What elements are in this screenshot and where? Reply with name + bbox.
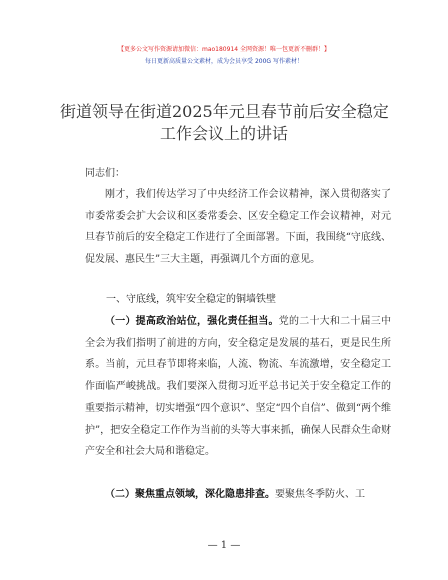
paragraph-body: 党的二十大和二十届三中全会为我们指明了前进的方向，安全稳定是发展的基石，更是民生所系。当前，元旦春节即将来临，人流、物流、车流激增，安全稳定工作面临严峻挑战。我们要深入贯彻习近平总书记关于安全稳定工作的重要指示精神，切实增强“四个意识”、坚定“四个自信”、做到“两个维护”，把安全稳定工作作为当前的头等大事来抓，确保人民群众生命财产安全和社会大局和谐稳定。	[85, 316, 392, 458]
document-title-line-2: 工作会议上的讲话	[159, 124, 288, 143]
paragraph-key-areas	[85, 484, 391, 506]
paragraph-body: 要聚焦冬季防火、工	[275, 489, 365, 500]
paragraph-lead: （二）聚焦重点领域，深化隐患排查。	[105, 489, 275, 500]
document-title-line-1: 街道领导在街道2025年元旦春节前后安全稳定	[60, 102, 389, 121]
paragraph-intro: 刚才，我们传达学习了中央经济工作会议精神，深入贯彻落实了市委常委会扩大会议和区委常委会、区安全稳定工作会议精神，对元旦春节前后的安全稳定工作进行了全面部署。下面，我围绕“守底线、促发展、惠民生”三大主题，再强调几个方面的意见。	[85, 189, 391, 266]
section-heading-1: 一、守底线，筑牢安全稳定的铜墙铁壁	[106, 294, 276, 305]
promo-banner-line-1: 【更多公文写作资源请加微信：mao180914 全网资源！唯一包更新不删群！】	[117, 46, 330, 53]
salutation: 同志们：	[85, 168, 125, 179]
paragraph-lead: （一）提高政治站位，强化责任担当。	[105, 316, 279, 327]
promo-banner-line-2: 每日更新高质量公文素材，成为会员享受 200G 写作素材！	[145, 58, 303, 65]
paragraph-political-stance	[85, 311, 391, 463]
page-number: — 1 —	[207, 540, 241, 551]
